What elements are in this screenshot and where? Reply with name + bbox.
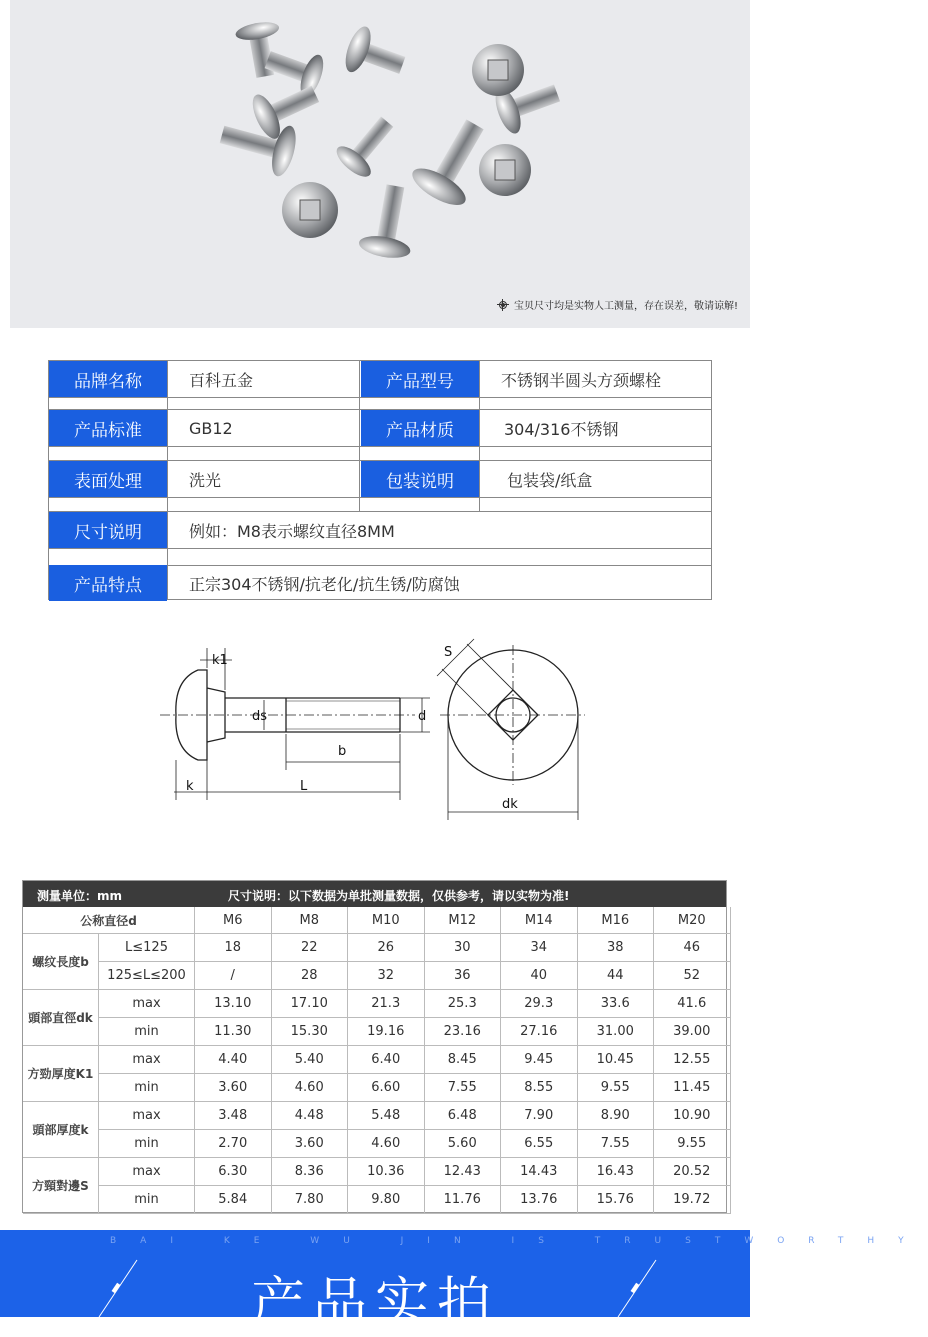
spec-value-feature: 正宗304不锈钢/抗老化/抗生锈/防腐蚀: [189, 574, 460, 594]
row-sub-label: L≤125: [99, 934, 195, 962]
spec-value-brand: 百科五金: [189, 370, 254, 390]
row-sub-label: max: [99, 1158, 195, 1186]
table-cell: 11.76: [425, 1186, 502, 1214]
table-cell: 7.55: [425, 1074, 502, 1102]
table-cell: 8.90: [578, 1102, 655, 1130]
spec-label-surface: 表面处理: [49, 461, 167, 497]
table-cell: 15.30: [272, 1018, 349, 1046]
table-cell: 10.90: [654, 1102, 731, 1130]
size-header-m6: M6: [195, 907, 272, 934]
spec-row-feature: [49, 565, 711, 601]
group-label: 頭部直徑dk: [23, 990, 99, 1046]
table-cell: 17.10: [272, 990, 349, 1018]
size-header-m14: M14: [501, 907, 578, 934]
table-cell: 9.55: [654, 1130, 731, 1158]
table-cell: 26: [348, 934, 425, 962]
table-cell: 5.60: [425, 1130, 502, 1158]
measurement-unit: 测量单位：mm: [37, 889, 123, 903]
table-cell: 19.16: [348, 1018, 425, 1046]
size-header-m16: M16: [578, 907, 655, 934]
table-cell: 4.40: [195, 1046, 272, 1074]
spec-value-packaging: 包装袋/纸盒: [507, 470, 593, 490]
size-header-m8: M8: [272, 907, 349, 934]
table-cell: 4.60: [348, 1130, 425, 1158]
row-sub-label: min: [99, 1186, 195, 1214]
table-cell: 25.3: [425, 990, 502, 1018]
spec-label-brand: 品牌名称: [49, 361, 167, 397]
table-cell: 27.16: [501, 1018, 578, 1046]
spec-value-material: 304/316不锈钢: [504, 419, 619, 439]
table-cell: 8.45: [425, 1046, 502, 1074]
table-cell: 28: [272, 962, 349, 990]
size-header-m10: M10: [348, 907, 425, 934]
product-photo: [10, 0, 750, 328]
table-cell: 38: [578, 934, 655, 962]
spec-row-standard: [49, 410, 711, 446]
table-cell: 5.48: [348, 1102, 425, 1130]
table-cell: 40: [501, 962, 578, 990]
dimension-table: [22, 880, 727, 1213]
table-cell: 23.16: [425, 1018, 502, 1046]
table-cell: 44: [578, 962, 655, 990]
row-sub-label: max: [99, 1102, 195, 1130]
table-cell: 33.6: [578, 990, 655, 1018]
table-cell: 18: [195, 934, 272, 962]
table-cell: 13.10: [195, 990, 272, 1018]
table-cell: 7.90: [501, 1102, 578, 1130]
table-cell: 5.84: [195, 1186, 272, 1214]
table-cell: 9.45: [501, 1046, 578, 1074]
table-cell: 10.36: [348, 1158, 425, 1186]
row-sub-label: min: [99, 1018, 195, 1046]
spec-label-size: 尺寸说明: [49, 512, 167, 548]
spec-value-size: 例如：M8表示螺纹直径8MM: [189, 521, 395, 541]
group-label: 方勁厚度K1: [23, 1046, 99, 1102]
spec-label-model: 产品型号: [361, 361, 479, 397]
table-cell: 15.76: [578, 1186, 655, 1214]
table-cell: 6.30: [195, 1158, 272, 1186]
table-cell: 12.55: [654, 1046, 731, 1074]
table-cell: 8.55: [501, 1074, 578, 1102]
table-cell: 9.80: [348, 1186, 425, 1214]
table-cell: 13.76: [501, 1186, 578, 1214]
spec-table: [48, 360, 712, 600]
group-label: 螺纹長度b: [23, 934, 99, 990]
spec-row-surface: [49, 461, 711, 497]
table-cell: 7.80: [272, 1186, 349, 1214]
size-header-m20: M20: [654, 907, 731, 934]
table-cell: 22: [272, 934, 349, 962]
dimension-table-header: [23, 881, 726, 907]
nominal-diameter-label: 公称直径d: [23, 907, 195, 934]
table-cell: 5.40: [272, 1046, 349, 1074]
spec-value-standard: GB12: [189, 418, 233, 438]
spec-label-packaging: 包装说明: [361, 461, 479, 497]
table-cell: 3.48: [195, 1102, 272, 1130]
table-cell: 11.45: [654, 1074, 731, 1102]
spec-row-brand: [49, 361, 711, 397]
table-cell: 19.72: [654, 1186, 731, 1214]
table-cell: 3.60: [272, 1130, 349, 1158]
group-label: 頭部厚度k: [23, 1102, 99, 1158]
spec-value-surface: 洗光: [189, 470, 222, 490]
measurement-note: 尺寸说明：以下数据为单批测量数据，仅供参考，请以实物为准!: [228, 889, 570, 903]
row-sub-label: 125≤L≤200: [99, 962, 195, 990]
spec-label-feature: 产品特点: [49, 565, 167, 601]
table-cell: 39.00: [654, 1018, 731, 1046]
table-cell: 6.55: [501, 1130, 578, 1158]
table-cell: 6.48: [425, 1102, 502, 1130]
row-sub-label: max: [99, 1046, 195, 1074]
table-cell: 30: [425, 934, 502, 962]
table-cell: 20.52: [654, 1158, 731, 1186]
table-cell: 3.60: [195, 1074, 272, 1102]
table-cell: 46: [654, 934, 731, 962]
row-sub-label: min: [99, 1130, 195, 1158]
table-cell: 16.43: [578, 1158, 655, 1186]
label-ds: ds: [252, 709, 268, 724]
spec-label-material: 产品材质: [361, 410, 479, 446]
table-cell: 14.43: [501, 1158, 578, 1186]
size-header-m12: M12: [425, 907, 502, 934]
banner-subtitle: BAI KE WU JIN IS TRUSTWORTHY: [110, 1236, 928, 1246]
table-cell: 7.55: [578, 1130, 655, 1158]
banner-title: 产品实拍: [251, 1271, 499, 1334]
table-cell: 6.60: [348, 1074, 425, 1102]
table-cell: 29.3: [501, 990, 578, 1018]
row-sub-label: min: [99, 1074, 195, 1102]
label-b: b: [338, 744, 347, 759]
label-k: k: [186, 779, 194, 794]
bolts-photo-image: [10, 0, 750, 328]
table-cell: 31.00: [578, 1018, 655, 1046]
crosshair-icon: [497, 299, 509, 311]
label-d: d: [418, 709, 427, 724]
group-label: 方頸對邊S: [23, 1158, 99, 1214]
spec-label-standard: 产品标准: [49, 410, 167, 446]
table-cell: 12.43: [425, 1158, 502, 1186]
photo-disclaimer: [497, 297, 738, 312]
table-cell: 4.48: [272, 1102, 349, 1130]
label-dk: dk: [502, 797, 518, 812]
row-sub-label: max: [99, 990, 195, 1018]
table-cell: 6.40: [348, 1046, 425, 1074]
table-cell: 4.60: [272, 1074, 349, 1102]
table-cell: 32: [348, 962, 425, 990]
label-S: S: [444, 645, 453, 660]
table-cell: 10.45: [578, 1046, 655, 1074]
table-cell: 2.70: [195, 1130, 272, 1158]
table-cell: 52: [654, 962, 731, 990]
section-banner: [0, 1230, 928, 1334]
table-cell: 41.6: [654, 990, 731, 1018]
photo-disclaimer-text: 宝贝尺寸均是实物人工测量，存在误差，敬请谅解!: [513, 301, 738, 312]
table-cell: /: [195, 962, 272, 990]
table-cell: 36: [425, 962, 502, 990]
table-cell: 9.55: [578, 1074, 655, 1102]
label-k1: k1: [212, 653, 228, 668]
table-cell: 34: [501, 934, 578, 962]
table-cell: 11.30: [195, 1018, 272, 1046]
bolt-dimension-diagram: [160, 620, 600, 830]
table-cell: 8.36: [272, 1158, 349, 1186]
spec-row-size: [49, 512, 711, 548]
label-L: L: [300, 779, 308, 794]
table-cell: 21.3: [348, 990, 425, 1018]
spec-value-model: 不锈钢半圆头方颈螺栓: [501, 370, 662, 390]
